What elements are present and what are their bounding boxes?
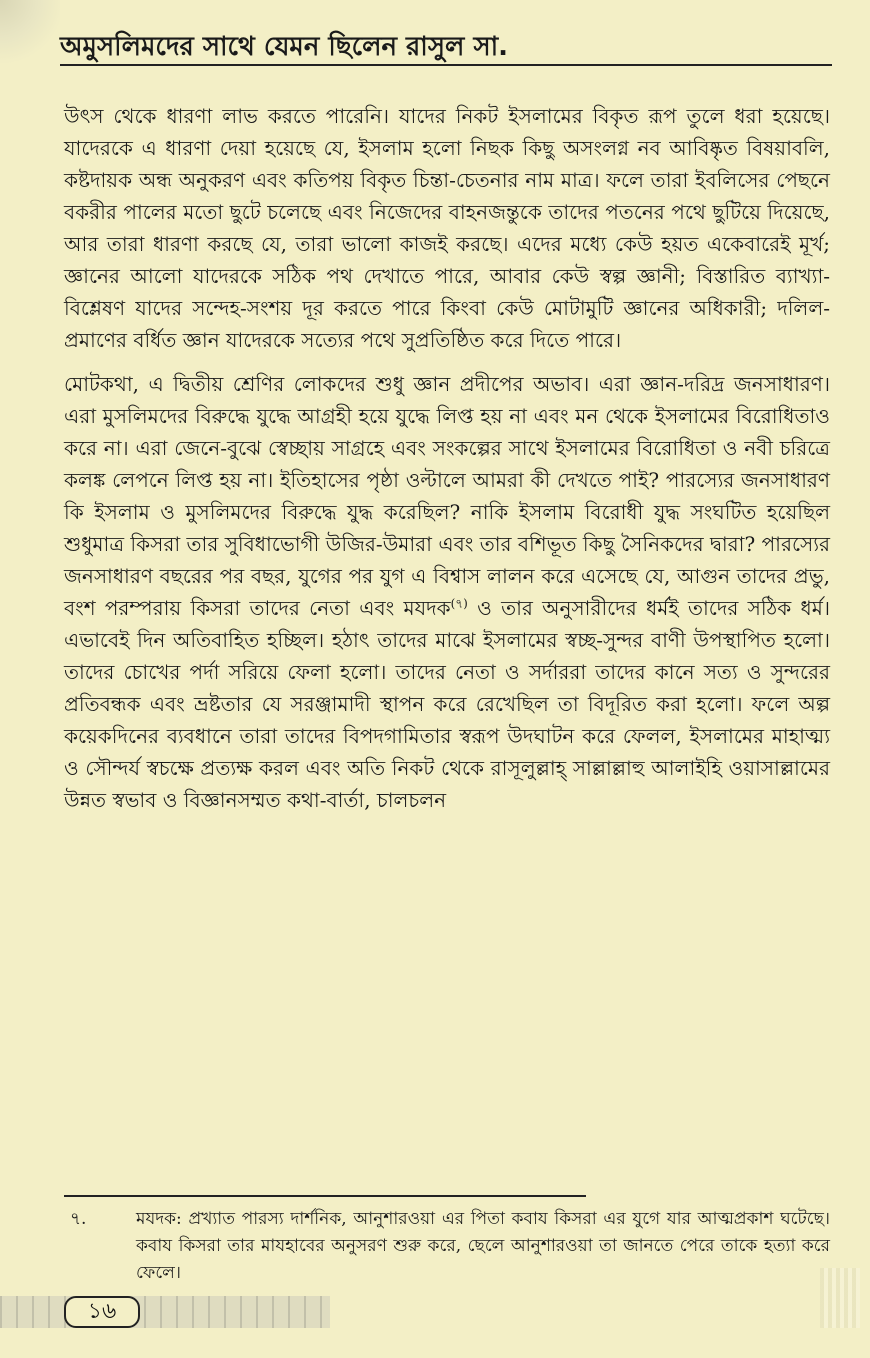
corner-ornament (0, 0, 60, 70)
paragraph-2-part-2: ও তার অনুসারীদের ধর্মই তাদের সঠিক ধর্ম। এভাবেই দিন অতিবাহিত হচ্ছিল। হঠাৎ তাদের মাঝে ইসলামের স্বচ্ছ-সুন্দর বাণী উপস্থাপিত হলো। তাদের চোখের পর্দা সরিয়ে ফেলা হলো। তাদের নেতা ও সর্দাররা তাদের কানে সত্য ও সুন্দরের প্রতিবন্ধক এবং ভ্রষ্টতার যে সরঞ্জামাদী স্থাপন করে রেখেছিল তা বিদূরিত করা হলো। ফলে অল্প কয়েকদিনের ব্যবধানে তারা তাদের বিপদগামিতার স্বরূপ উদঘাটন করে ফেলল, ইসলামের মাহাত্ম্য ও সৌন্দর্য স্বচক্ষে প্রত্যক্ষ করল এবং অতি নিকট থেকে রাসূলুল্লাহ্ সাল্লাল্লাহু আলাইহি ওয়াসাল্লামের উন্নত স্বভাব ও বিজ্ঞানসম্মত কথা-বার্তা, চালচলন (64, 596, 830, 812)
footnote-divider (64, 1195, 586, 1197)
footnote-text: মযদক: প্রখ্যাত পারস্য দার্শনিক, আনুশারওয়া এর পিতা কবায কিসরা এর যুগে যার আত্মপ্রকাশ ঘটেছে। কবায কিসরা তার মাযহাবের অনুসরণ শুরু করে, ছেলে আনুশারওয়া তা জানতে পেরে তাকে হত্যা করে ফেলে। (136, 1209, 830, 1283)
body-text (64, 100, 830, 828)
footnote-number: ৭. (70, 1209, 87, 1229)
page-edge-marks (820, 1268, 860, 1328)
paragraph-2-part-1: মোটকথা, এ দ্বিতীয় শ্রেণির লোকদের শুধু জ্ঞান প্রদীপের অভাব। এরা জ্ঞান-দরিদ্র জনসাধারণ। এরা মুসলিমদের বিরুদ্ধে যুদ্ধে আগ্রহী হয়ে যুদ্ধে লিপ্ত হয় না এবং মন থেকে ইসলামের বিরোধিতাও করে না। এরা জেনে-বুঝে স্বেচ্ছায় সাগ্রহে এবং সংকল্পের সাথে ইসলামের বিরোধিতা ও নবী চরিত্রে কলঙ্ক লেপনে লিপ্ত হয় না। ইতিহাসের পৃষ্ঠা ওল্টালে আমরা কী দেখতে পাই? পারস্যের জনসাধারণ কি ইসলাম ও মুসলিমদের বিরুদ্ধে যুদ্ধ করেছিল? নাকি ইসলাম বিরোধী যুদ্ধ সংঘটিত হয়েছিল শুধুমাত্র কিসরা তার সুবিধাভোগী উজির-উমারা এবং তার বশিভূত কিছু সৈনিকদের দ্বারা? পারস্যের জনসাধারণ বছরের পর বছর, যুগের পর যুগ এ বিশ্বাস লালন করে এসেছে যে, আগুন তাদের প্রভু, বংশ পরম্পরায় কিসরা তাদের নেতা এবং মযদক (64, 372, 830, 620)
running-header: অমুসলিমদের সাথে যেমন ছিলেন রাসুল সা. (60, 32, 509, 62)
footer-ornament-band (0, 1296, 330, 1328)
paragraph-2 (64, 368, 830, 816)
page-number: ১৬ (64, 1296, 140, 1328)
header-divider (60, 64, 832, 66)
footnote-reference: (৭) (450, 596, 468, 611)
footnote (64, 1206, 830, 1287)
paragraph-1: উৎস থেকে ধারণা লাভ করতে পারেনি। যাদের নিকট ইসলামের বিকৃত রূপ তুলে ধরা হয়েছে। যাদেরকে এ ধারণা দেয়া হয়েছে যে, ইসলাম হলো নিছক কিছু অসংলগ্ন নব আবিষ্কৃত বিষয়াবলি, কষ্টদায়ক অন্ধ অনুকরণ এবং কতিপয় বিকৃত চিন্তা-চেতনার নাম মাত্র। ফলে তারা ইবলিসের পেছনে বকরীর পালের মতো ছুটে চলেছে এবং নিজেদের বাহনজন্তুকে তাদের পতনের পথে ছুটিয়ে দিয়েছে, আর তারা ধারণা করছে যে, তারা ভালো কাজই করছে। এদের মধ্যে কেউ হয়ত একেবারেই মূর্খ; জ্ঞানের আলো যাদেরকে সঠিক পথ দেখাতে পারে, আবার কেউ স্বল্প জ্ঞানী; বিস্তারিত ব্যাখ্যা-বিশ্লেষণ যাদের সন্দেহ-সংশয় দূর করতে পারে কিংবা কেউ মোটামুটি জ্ঞানের অধিকারী; দলিল-প্রমাণের বর্ধিত জ্ঞান যাদেরকে সত্যের পথে সুপ্রতিষ্ঠিত করে দিতে পারে। (64, 104, 830, 352)
